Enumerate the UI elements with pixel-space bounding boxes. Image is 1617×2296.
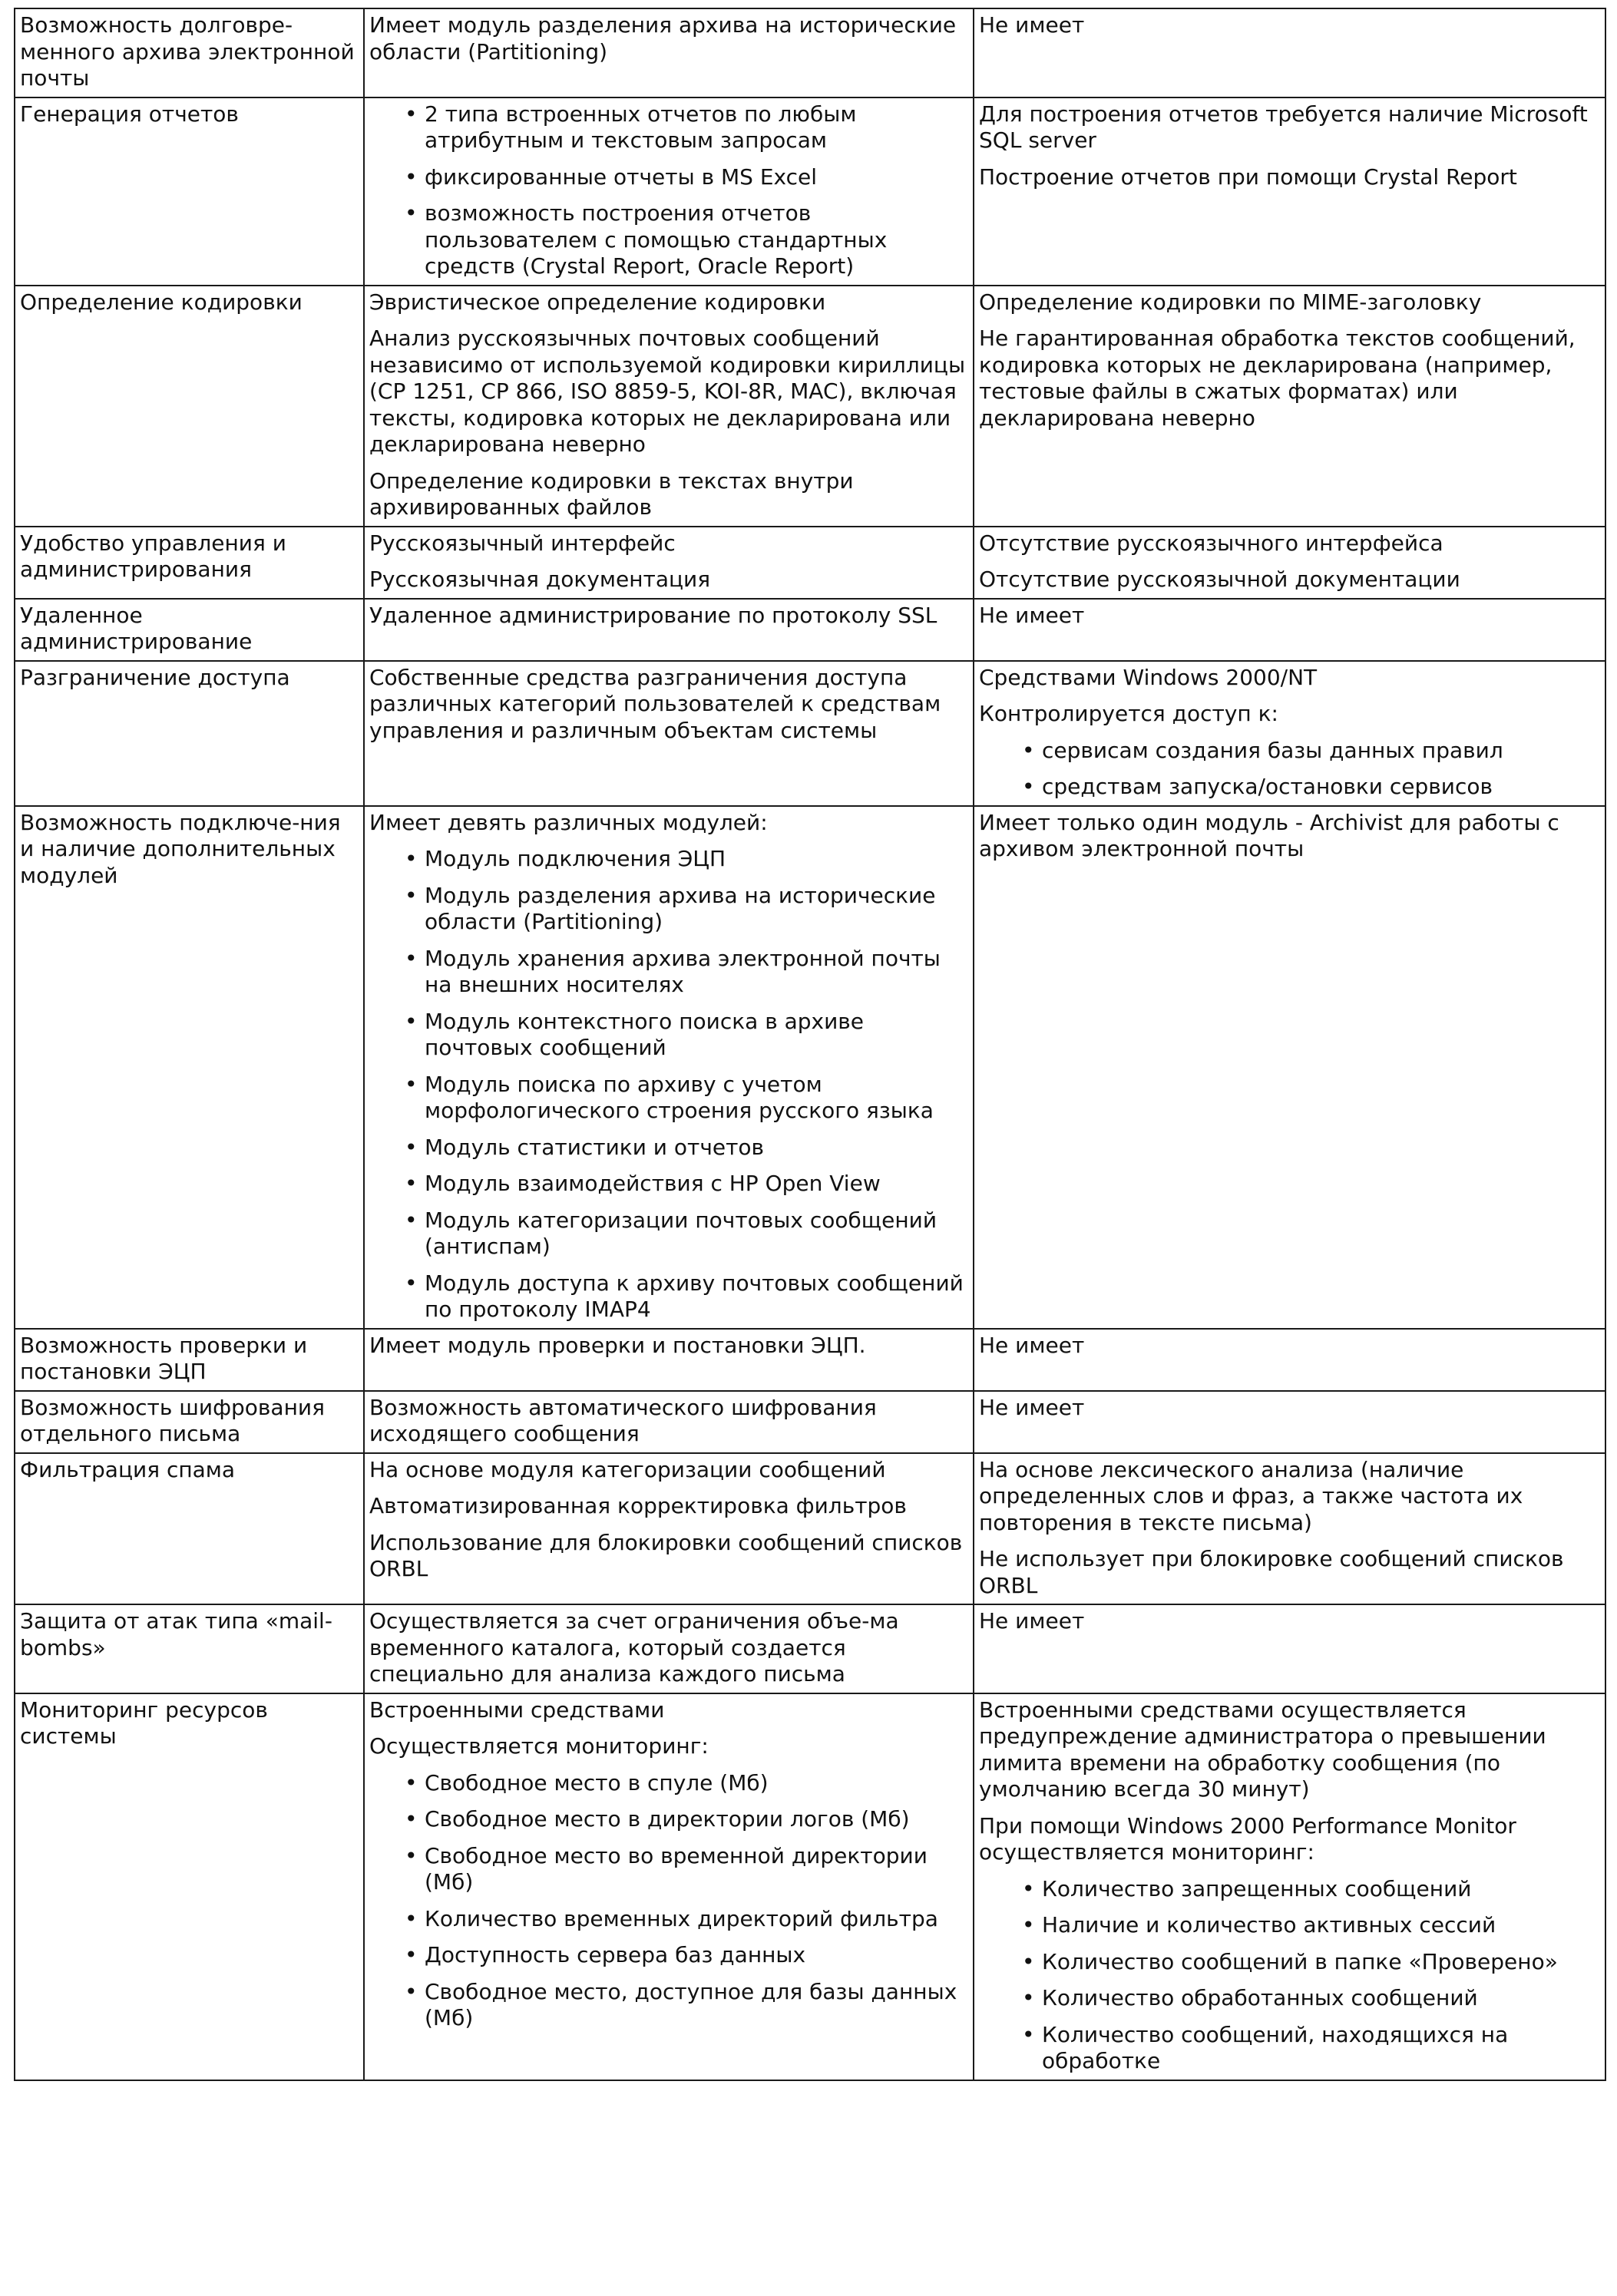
table-row	[15, 527, 1605, 599]
column-a-cell	[364, 286, 974, 527]
table-row	[15, 661, 1605, 806]
cell-paragraph: При помощи Windows 2000 Performance Monitor осуществляется мониторинг:	[979, 1812, 1516, 1865]
bullet-item	[979, 1912, 1600, 1939]
bullet-item	[369, 1906, 968, 1933]
table-row	[15, 1329, 1605, 1391]
bullet-list	[979, 738, 1600, 801]
bullet-item	[369, 846, 968, 873]
bullet-item	[369, 164, 968, 191]
column-b-cell	[974, 97, 1605, 286]
bullet-icon: •	[1022, 1912, 1035, 1938]
bullet-item	[979, 738, 1600, 765]
cell-paragraph: Удаленное администрирование по протоколу SSL	[369, 602, 937, 628]
bullet-text: Модуль хранения архива электронной почты на внешних носителях	[425, 945, 941, 997]
feature-cell	[15, 527, 364, 599]
cell-paragraph: Русскоязычная документация	[369, 567, 711, 592]
column-b-cell	[974, 1693, 1605, 2080]
cell-paragraph: Встроенными средствами	[369, 1696, 665, 1723]
bullet-item	[369, 1072, 968, 1125]
cell-paragraph: Определение кодировки в текстах внутри архивированных файлов	[369, 467, 854, 520]
bullet-text: Свободное место во временной директории (Мб)	[425, 1842, 928, 1895]
cell-paragraph: Анализ русскоязычных почтовых сообщений независимо от используемой кодировки кириллицы (CP 1251, CP 866, ISO 8859-5, KOI-8R, MAC), включая тексты, кодировка которых не декларирована или декларирована неверно	[369, 325, 966, 457]
column-a-cell	[364, 1693, 974, 2080]
cell-paragraph: Не имеет	[979, 1394, 1085, 1420]
table-row	[15, 97, 1605, 286]
bullet-icon: •	[405, 200, 418, 226]
bullet-icon: •	[405, 101, 418, 127]
bullet-icon: •	[405, 1171, 418, 1196]
cell-paragraph: Не имеет	[979, 1332, 1085, 1358]
bullet-text: Модуль контекстного поиска в архиве почтовых сообщений	[425, 1008, 865, 1060]
column-a-cell	[364, 1604, 974, 1693]
bullet-item	[979, 1985, 1600, 2012]
feature-label: Разграничение доступа	[20, 664, 290, 690]
comparison-table-body	[15, 8, 1605, 2080]
cell-paragraph: Осуществляется мониторинг:	[369, 1733, 709, 1759]
feature-label: Возможность подключе-ния и наличие дополнительных модулей	[20, 809, 341, 888]
feature-cell	[15, 661, 364, 806]
bullet-item	[369, 1979, 968, 2032]
bullet-text: Доступность сервера баз данных	[425, 1942, 806, 1967]
column-a-cell	[364, 1453, 974, 1605]
bullet-text: Количество сообщений, находящихся на обработке	[1042, 2021, 1509, 2073]
table-row	[15, 1391, 1605, 1453]
column-b-cell	[974, 286, 1605, 527]
document-page	[14, 8, 1605, 2081]
bullet-item	[369, 1942, 968, 1969]
bullet-icon: •	[405, 1905, 418, 1931]
bullet-text: Модуль подключения ЭЦП	[425, 846, 726, 871]
bullet-icon: •	[405, 1978, 418, 2004]
cell-paragraph: Осуществляется за счет ограничения объе-ма временного каталога, который создается специально для анализа каждого письма	[369, 1608, 899, 1686]
feature-cell	[15, 1391, 364, 1453]
bullet-icon: •	[405, 164, 418, 190]
bullet-item	[369, 883, 968, 936]
bullet-text: Количество сообщений в папке «Проверено»	[1042, 1948, 1558, 1974]
feature-label: Возможность долговре-менного архива электронной почты	[20, 12, 355, 91]
column-a-cell	[364, 806, 974, 1329]
bullet-icon: •	[1022, 737, 1035, 763]
bullet-icon: •	[405, 1942, 418, 1967]
cell-paragraph: Определение кодировки по MIME-заголовку	[979, 289, 1482, 315]
bullet-text: Количество временных директорий фильтра	[425, 1905, 938, 1931]
bullet-text: фиксированные отчеты в MS Excel	[425, 164, 817, 190]
bullet-icon: •	[1022, 1985, 1035, 2010]
column-a-cell	[364, 527, 974, 599]
bullet-text: Модуль разделения архива на исторические области (Partitioning)	[425, 882, 936, 934]
bullet-text: Свободное место в спуле (Мб)	[425, 1769, 769, 1796]
feature-label: Удобство управления и администрирования	[20, 530, 286, 582]
bullet-item	[369, 1171, 968, 1198]
bullet-item	[979, 2022, 1600, 2075]
column-a-cell	[364, 599, 974, 661]
column-a-cell	[364, 8, 974, 97]
feature-label: Фильтрация спама	[20, 1456, 236, 1482]
column-b-cell	[974, 1453, 1605, 1605]
cell-paragraph: Эвристическое определение кодировки	[369, 289, 826, 315]
cell-paragraph: Встроенными средствами осуществляется предупреждение администратора о превышении лимита времени на обработку сообщения (по умолчанию всегда 30 минут)	[979, 1696, 1546, 1802]
cell-paragraph: Автоматизированная корректировка фильтров	[369, 1493, 907, 1518]
cell-paragraph: Контролируется доступ к:	[979, 701, 1278, 726]
column-b-cell	[974, 8, 1605, 97]
feature-label: Возможность проверки и постановки ЭЦП	[20, 1332, 308, 1384]
table-row	[15, 8, 1605, 97]
bullet-text: сервисам создания базы данных правил	[1042, 737, 1503, 763]
feature-label: Мониторинг ресурсов системы	[20, 1696, 268, 1749]
feature-label: Защита от атак типа «mail-bombs»	[20, 1608, 332, 1660]
cell-paragraph: Не имеет	[979, 1608, 1085, 1634]
table-row	[15, 1604, 1605, 1693]
cell-paragraph: Не имеет	[979, 602, 1085, 628]
bullet-item	[979, 774, 1600, 801]
column-b-cell	[974, 806, 1605, 1329]
column-b-cell	[974, 661, 1605, 806]
column-a-cell	[364, 97, 974, 286]
bullet-item	[369, 1135, 968, 1161]
bullet-text: Свободное место в директории логов (Мб)	[425, 1806, 910, 1832]
bullet-item	[369, 1270, 968, 1323]
feature-label: Генерация отчетов	[20, 101, 239, 127]
bullet-item	[369, 1843, 968, 1896]
cell-paragraph: Средствами Windows 2000/NT	[979, 664, 1318, 690]
cell-paragraph: Отсутствие русскоязычного интерфейса	[979, 530, 1443, 556]
bullet-list	[369, 846, 968, 1323]
bullet-text: Модуль взаимодействия с HP Open View	[425, 1171, 881, 1196]
bullet-icon: •	[1022, 2021, 1035, 2047]
bullet-icon: •	[1022, 1948, 1035, 1974]
bullet-icon: •	[405, 1134, 418, 1160]
cell-paragraph: Для построения отчетов требуется наличие Microsoft SQL server	[979, 101, 1588, 153]
column-a-cell	[364, 1391, 974, 1453]
bullet-icon: •	[405, 1207, 418, 1233]
column-b-cell	[974, 1604, 1605, 1693]
cell-paragraph: Не гарантированная обработка текстов сообщений, кодировка которых не декларирована (например, тестовые файлы в сжатых форматах) или декларирована неверно	[979, 325, 1576, 431]
feature-label: Удаленное администрирование	[20, 602, 253, 654]
bullet-icon: •	[405, 1842, 418, 1868]
table-row	[15, 286, 1605, 527]
cell-paragraph: Построение отчетов при помощи Crystal Report	[979, 164, 1517, 190]
bullet-icon: •	[405, 1270, 418, 1296]
column-b-cell	[974, 1329, 1605, 1391]
table-row	[15, 806, 1605, 1329]
comparison-table	[14, 8, 1606, 2081]
bullet-list	[979, 1876, 1600, 2075]
bullet-icon: •	[405, 1769, 418, 1796]
table-row	[15, 599, 1605, 661]
cell-paragraph: Имеет модуль проверки и постановки ЭЦП.	[369, 1332, 866, 1358]
cell-paragraph: Имеет девять различных модулей:	[369, 809, 768, 835]
cell-paragraph: Русскоязычный интерфейс	[369, 530, 676, 556]
column-a-cell	[364, 1329, 974, 1391]
feature-cell	[15, 806, 364, 1329]
cell-paragraph: Имеет только один модуль - Archivist для работы с архивом электронной почты	[979, 809, 1559, 861]
bullet-text: Модуль категоризации почтовых сообщений (антиспам)	[425, 1207, 937, 1259]
bullet-icon: •	[1022, 1875, 1035, 1901]
feature-label: Определение кодировки	[20, 289, 303, 315]
bullet-icon: •	[1022, 774, 1035, 799]
bullet-list	[369, 1770, 968, 2032]
bullet-text: 2 типа встроенных отчетов по любым атрибутным и текстовым запросам	[425, 101, 857, 153]
bullet-icon: •	[405, 1806, 418, 1832]
cell-paragraph: Возможность автоматического шифрования исходящего сообщения	[369, 1394, 877, 1446]
table-row	[15, 1453, 1605, 1605]
bullet-text: Модуль статистики и отчетов	[425, 1134, 765, 1160]
bullet-text: Модуль доступа к архиву почтовых сообщений по протоколу IMAP4	[425, 1270, 964, 1322]
bullet-item	[369, 1009, 968, 1062]
table-row	[15, 1693, 1605, 2080]
cell-paragraph: Использование для блокировки сообщений списков ORBL	[369, 1529, 963, 1581]
bullet-text: Количество обработанных сообщений	[1042, 1985, 1478, 2010]
bullet-text: средствам запуска/остановки сервисов	[1042, 774, 1493, 799]
bullet-text: Модуль поиска по архиву с учетом морфологического строения русского языка	[425, 1071, 934, 1123]
feature-label: Возможность шифрования отдельного письма	[20, 1394, 325, 1446]
column-b-cell	[974, 527, 1605, 599]
bullet-item	[369, 200, 968, 280]
bullet-icon: •	[405, 882, 418, 908]
bullet-item	[369, 946, 968, 999]
feature-cell	[15, 286, 364, 527]
column-b-cell	[974, 599, 1605, 661]
bullet-icon: •	[405, 1071, 418, 1097]
bullet-text: Свободное место, доступное для базы данных (Мб)	[425, 1978, 957, 2030]
column-a-cell	[364, 661, 974, 806]
bullet-text: возможность построения отчетов пользователем с помощью стандартных средств (Crystal Report, Oracle Report)	[425, 200, 888, 279]
feature-cell	[15, 1329, 364, 1391]
bullet-item	[979, 1876, 1600, 1903]
bullet-icon: •	[405, 846, 418, 871]
cell-paragraph: Не имеет	[979, 12, 1085, 38]
bullet-item	[369, 1207, 968, 1260]
cell-paragraph: Не использует при блокировке сообщений списков ORBL	[979, 1546, 1564, 1598]
cell-paragraph: Собственные средства разграничения доступа различных категорий пользователей к средствам управления и различным объектам системы	[369, 664, 941, 743]
cell-paragraph: На основе лексического анализа (наличие определенных слов и фраз, а также частота их повторения в тексте письма)	[979, 1456, 1523, 1535]
bullet-text: Количество запрещенных сообщений	[1042, 1875, 1472, 1901]
feature-cell	[15, 1604, 364, 1693]
bullet-list	[369, 101, 968, 280]
feature-cell	[15, 1453, 364, 1605]
bullet-icon: •	[405, 945, 418, 971]
cell-paragraph: Отсутствие русскоязычной документации	[979, 567, 1460, 592]
bullet-item	[369, 1770, 968, 1797]
column-b-cell	[974, 1391, 1605, 1453]
feature-cell	[15, 97, 364, 286]
bullet-item	[369, 1806, 968, 1833]
feature-cell	[15, 1693, 364, 2080]
feature-cell	[15, 599, 364, 661]
feature-cell	[15, 8, 364, 97]
cell-paragraph: На основе модуля категоризации сообщений	[369, 1456, 886, 1482]
bullet-text: Наличие и количество активных сессий	[1042, 1912, 1496, 1938]
cell-paragraph: Имеет модуль разделения архива на исторические области (Partitioning)	[369, 12, 957, 64]
bullet-item	[369, 101, 968, 154]
bullet-item	[979, 1949, 1600, 1976]
bullet-icon: •	[405, 1008, 418, 1034]
